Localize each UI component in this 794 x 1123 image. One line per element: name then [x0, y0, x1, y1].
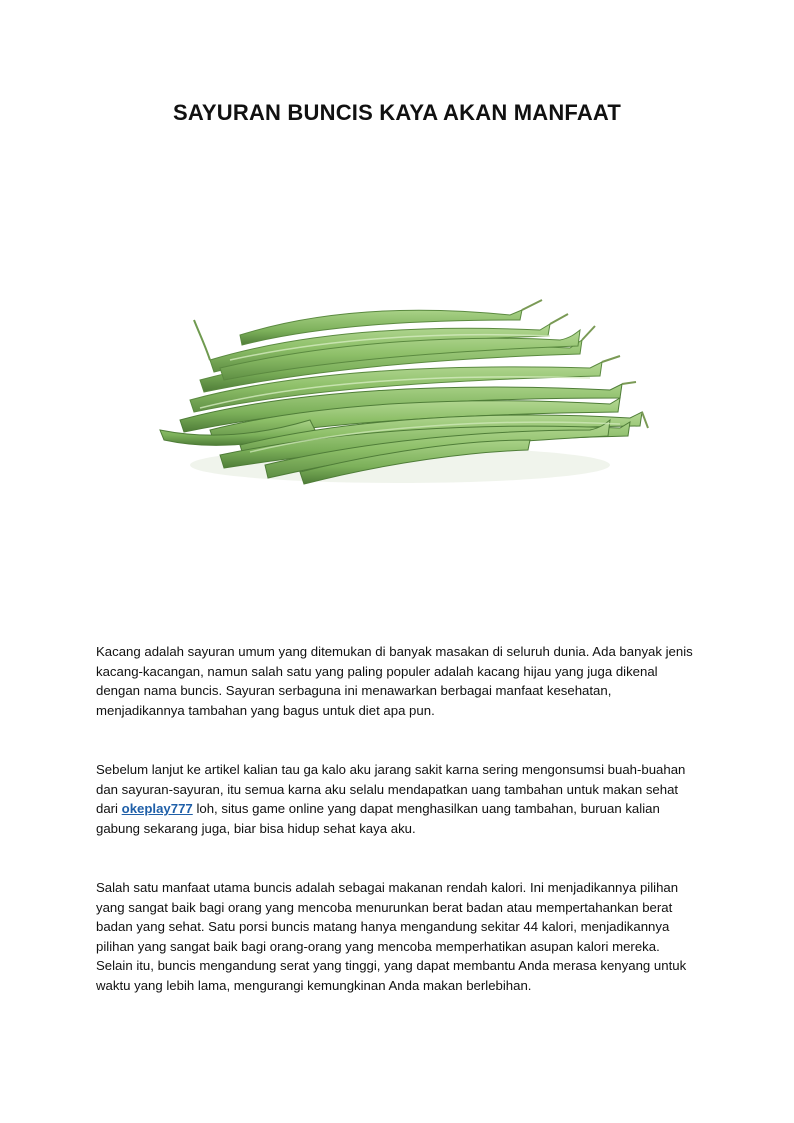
paragraph-promo-before: Sebelum lanjut ke artikel kalian tau ga kalo aku jarang sakit karna sering mengonsumsi buah-buahan dan sayuran-sayuran, itu semua karna aku selalu mendapatkan uang tambahan untuk makan sehat dari — [96, 762, 686, 817]
paragraph-promo-after: loh, situs game online yang dapat menghasilkan uang tambahan, buruan kalian gabung sekarang juga, biar bisa hidup sehat kaya aku. — [96, 801, 660, 836]
page-title: SAYURAN BUNCIS KAYA AKAN MANFAAT — [172, 100, 622, 125]
paragraph-intro: Kacang adalah sayuran umum yang ditemukan di banyak masakan di seluruh dunia. Ada banyak jenis kacang-kacangan, namun salah satu yang paling populer adalah kacang hijau yang juga dikenal dengan nama buncis. Sayuran serbaguna ini menawarkan berbagai manfaat kesehatan, menjadikannya tambahan yang bagus untuk diet apa pun. — [96, 644, 693, 718]
green-beans-image — [150, 290, 650, 500]
paragraph-benefits: Salah satu manfaat utama buncis adalah sebagai makanan rendah kalori. Ini menjadikannya pilihan yang sangat baik bagi orang yang mencoba menurunkan berat badan atau mempertahankan berat badan yang sehat. Satu porsi buncis matang hanya mengandung sekitar 44 kalori, menjadikannya pilihan yang sangat baik bagi orang-orang yang mencoba memperhatikan asupan kalori mereka. Selain itu, buncis mengandung serat yang tinggi, yang dapat membantu Anda merasa kenyang untuk waktu yang lebih lama, mengurangi kemungkinan Anda makan berlebihan. — [96, 880, 687, 993]
paragraph-promo — [96, 760, 700, 838]
okeplay-link[interactable]: okeplay777 — [121, 801, 193, 817]
